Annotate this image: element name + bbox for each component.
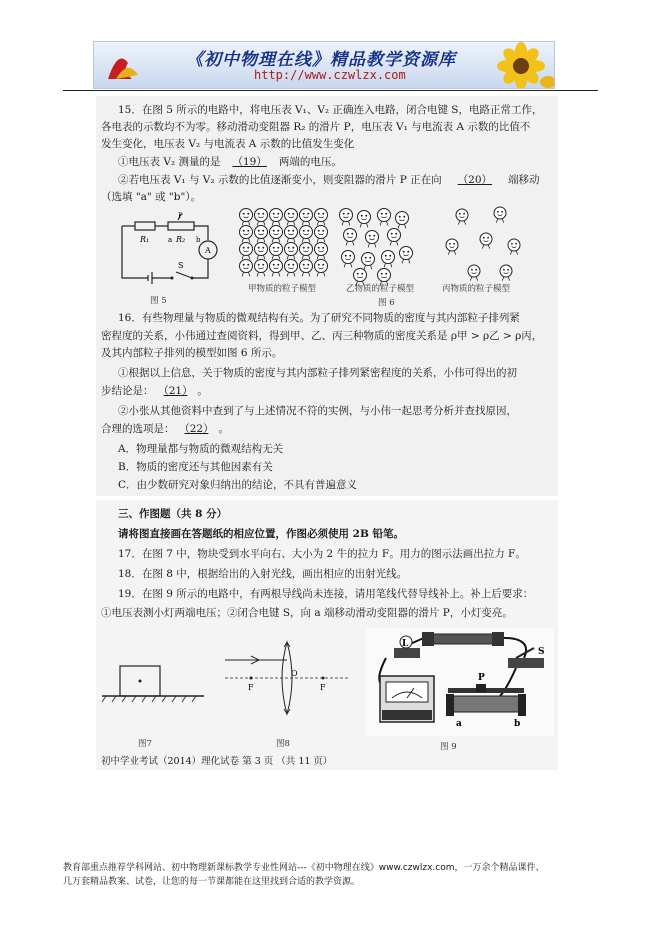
- particle-jia: [240, 226, 253, 243]
- particle-jia: [315, 260, 328, 277]
- particle-jia: [270, 226, 283, 243]
- figure-8-lens: [225, 638, 350, 718]
- particle-jia: [270, 209, 283, 226]
- figure-7-block: [98, 664, 208, 704]
- q15-part2-prefix: ②若电压表 V₁ 与 V₂ 示数的比值逐渐变小，则变阻器的滑片 P 正在向: [118, 174, 442, 186]
- q15-line3: 发生变化，电压表 V₂ 与电流表 A 示数的比值发生变化: [101, 138, 355, 150]
- q16-line2: 密程度的关系，小伟通过查阅资料，得到甲、乙、丙三种物质的密度关系是 ρ甲 > ρ乙 > ρ丙，: [101, 330, 543, 342]
- particle-jia: [270, 243, 283, 260]
- fig8-f1-label: F: [248, 683, 254, 692]
- particle-bing: [508, 239, 520, 255]
- q16-part2-line1: ②小张从其他资料中查到了与上述情况不符的实例，与小伟一起思考分析并查找原因，: [118, 405, 517, 417]
- site-footer-line2: 几万套精品教案、试卷，让您的每一节课都能在这里找到合适的教学资源。: [63, 877, 361, 887]
- header-banner: [93, 41, 555, 89]
- particle-yi: [342, 251, 355, 268]
- fig5-r1-label: R₁: [140, 235, 150, 244]
- q15-part2: [118, 173, 540, 187]
- fig9-switch-label: S: [538, 647, 545, 657]
- fig7-caption: 图7: [138, 739, 152, 749]
- particle-jia: [300, 209, 313, 226]
- header-title: 《初中物理在线》精品教学资源库: [186, 50, 456, 70]
- q16-line1: 16．有些物理量与物质的微观结构有关。为了研究不同物质的密度与其内部粒子排列紧: [118, 312, 520, 324]
- figure-6-particle-models: [238, 205, 528, 285]
- particle-jia: [270, 260, 283, 277]
- q15-blank-20: （20）: [457, 174, 493, 186]
- fig6-bing-label: 丙物质的粒子模型: [442, 284, 511, 294]
- particle-jia: [285, 243, 298, 260]
- header-rule: [63, 90, 598, 91]
- particle-bing: [468, 265, 480, 281]
- particle-jia: [285, 209, 298, 226]
- fig8-caption: 图8: [276, 739, 290, 749]
- fig9-b-label: b: [514, 719, 521, 729]
- q16-part2-suffix: 。: [218, 423, 229, 435]
- site-logo-icon: [102, 45, 142, 85]
- q16-part2-line2: [101, 422, 229, 436]
- q18-text: 18．在图 8 中，根据给出的入射光线，画出相应的出射光线。: [118, 568, 408, 580]
- fig9-a-label: a: [456, 719, 462, 729]
- particle-jia: [285, 226, 298, 243]
- particle-jia: [240, 260, 253, 277]
- q15-part1: [118, 155, 342, 169]
- q16-part2-prefix: 合理的选项是：: [101, 423, 175, 435]
- fig6-yi-label: 乙物质的粒子模型: [346, 284, 415, 294]
- q16-option-c: C．由少数研究对象归纳出的结论，不具有普遍意义: [118, 479, 358, 491]
- fig9-slider-label: P: [478, 673, 485, 683]
- particle-yi: [378, 209, 391, 226]
- q16-part1-prefix: 步结论是：: [101, 385, 154, 397]
- q15-part2-suffix: 端移动: [508, 174, 540, 186]
- particle-jia: [255, 243, 268, 260]
- q15-line2: 各电表的示数均不为零。移动滑动变阻器 R₂ 的滑片 P，电压表 V₁ 与电流表 A 示数的比值不: [101, 121, 531, 133]
- fig5-caption: 图 5: [150, 296, 167, 306]
- particle-jia: [255, 226, 268, 243]
- q15-blank-19: （19）: [232, 156, 267, 168]
- q16-option-a: A．物理量都与物质的微观结构无关: [118, 443, 284, 455]
- figure-9-apparatus: [366, 628, 556, 738]
- particle-jia: [300, 260, 313, 277]
- q15-line1: 15．在图 5 所示的电路中，将电压表 V₁、V₂ 正确连入电路，闭合电键 S，电路正常工作，: [118, 104, 543, 116]
- section3-heading: 三、作图题（共 8 分）: [118, 508, 228, 520]
- particle-bing: [494, 207, 506, 223]
- particle-yi: [400, 247, 413, 264]
- particle-bing: [446, 239, 458, 255]
- particle-jia: [240, 209, 253, 226]
- site-footer-line1: 教育部重点推荐学科网站、初中物理新课标教学专业性网站---《初中物理在线》www.czwlzx.com，一万余个精品课件、: [63, 863, 545, 873]
- particle-jia: [315, 243, 328, 260]
- q16-part1-line1: ①根据以上信息，关于物质的密度与其内部粒子排列紧密程度的关系，小伟可得出的初: [118, 367, 517, 379]
- particle-jia: [315, 226, 328, 243]
- fig5-a-label: a: [168, 236, 173, 244]
- fig6-jia-label: 甲物质的粒子模型: [248, 284, 317, 294]
- fig5-switch-label: S: [178, 261, 184, 270]
- q16-option-b: B．物质的密度还与其他因素有关: [118, 461, 273, 473]
- section3-instruction: 请将图直接画在答题纸的相应位置，作图必须使用 2B 铅笔。: [118, 528, 404, 540]
- particle-jia: [300, 226, 313, 243]
- q16-part1-suffix: 。: [197, 385, 208, 397]
- particle-yi: [396, 212, 409, 229]
- sunflower-icon: [486, 42, 555, 88]
- q17-text: 17．在图 7 中，物块受到水平向右、大小为 2 牛的拉力 F。用力的图示法画出拉力 F。: [118, 548, 526, 560]
- particle-bing: [500, 265, 512, 281]
- q19-line1: 19．在图 9 所示的电路中，有两根导线尚未连接，请用笔线代替导线补上。补上后要求：: [118, 588, 534, 600]
- particle-yi: [344, 229, 357, 246]
- exam-page-footer: 初中学业考试（2014）理化试卷 第 3 页 （共 11 页）: [101, 756, 333, 767]
- q16-blank-21: （21）: [163, 385, 188, 397]
- q15-part1-prefix: ①电压表 V₂ 测量的是: [118, 156, 221, 168]
- particle-jia: [315, 209, 328, 226]
- q19-line2: ①电压表测小灯两端电压；②闭合电键 S，向 a 端移动滑动变阻器的滑片 P，小灯变亮。: [101, 607, 513, 619]
- particle-yi: [358, 211, 371, 228]
- particle-jia: [255, 209, 268, 226]
- particle-yi: [388, 229, 401, 246]
- fig8-o-label: O: [291, 669, 298, 678]
- particle-jia: [285, 260, 298, 277]
- q16-line3: 及其内部粒子排列的模型如图 6 所示。: [101, 347, 283, 359]
- particle-jia: [300, 243, 313, 260]
- particle-yi: [362, 253, 375, 270]
- header-url[interactable]: http://www.czwlzx.com: [254, 68, 406, 82]
- fig5-b-label: b: [196, 236, 201, 244]
- particle-jia: [240, 243, 253, 260]
- fig5-ammeter-label: A: [205, 246, 211, 255]
- q15-part1-suffix: 两端的电压。: [278, 156, 342, 168]
- fig6-caption: 图 6: [378, 298, 395, 308]
- fig9-caption: 图 9: [440, 742, 457, 752]
- particle-bing: [480, 233, 492, 249]
- particle-yi: [340, 209, 353, 226]
- q16-blank-22: （22）: [184, 423, 209, 435]
- particle-yi: [382, 251, 395, 268]
- fig9-lamp-label: L: [402, 639, 409, 649]
- particle-bing: [456, 209, 468, 225]
- particle-yi: [366, 231, 379, 248]
- fig5-r2-label: R₂: [176, 235, 186, 244]
- q16-part1-line2: [101, 384, 208, 398]
- q15-part2-options: （选填 "a" 或 "b"）。: [101, 191, 202, 203]
- figure-5-circuit: [110, 212, 220, 296]
- particle-jia: [255, 260, 268, 277]
- site-footer: [63, 861, 545, 889]
- fig8-f2-label: F: [320, 683, 326, 692]
- fig5-p-label: P: [178, 212, 183, 220]
